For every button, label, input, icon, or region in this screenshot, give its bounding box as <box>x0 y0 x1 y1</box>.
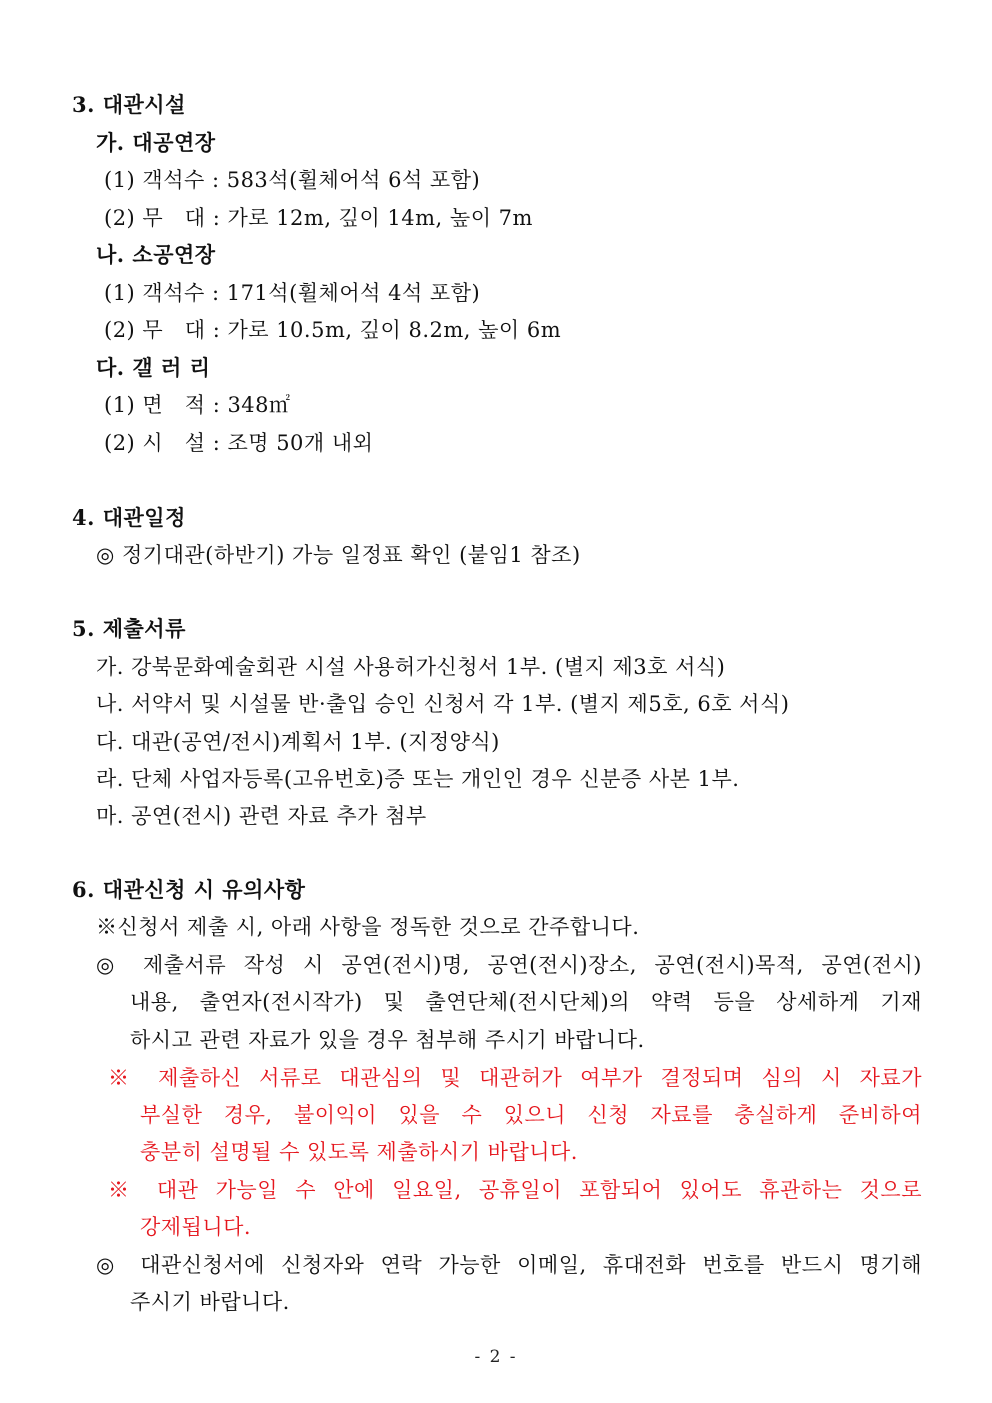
section-6-para-2-line-1: ◎ 대관신청서에 신청자와 연락 가능한 이메일, 휴대전화 번호를 반드시 명기해 <box>96 1253 922 1277</box>
section-6-warning-1-line-1: ※ 제출하신 서류로 대관심의 및 대관허가 여부가 결정되며 심의 시 자료가 <box>108 1066 922 1090</box>
section-3-heading: 3. 대관시설 <box>72 92 186 117</box>
section-6-warning-1-line-2: 부실한 경우, 불이익이 있을 수 있으니 신청 자료를 충실하게 준비하여 <box>140 1103 922 1127</box>
section-6-warning-1-line-3: 충분히 설명될 수 있도록 제출하시기 바랍니다. <box>140 1140 578 1164</box>
section-5-heading: 5. 제출서류 <box>72 616 186 641</box>
page-number: - 2 - <box>474 1347 518 1367</box>
section-3b-line-2: (2) 무 대 : 가로 10.5m, 깊이 8.2m, 높이 6m <box>104 318 562 342</box>
section-5-item-2: 나. 서약서 및 시설물 반·출입 승인 신청서 각 1부. (별지 제5호, 6호 서식) <box>96 692 790 716</box>
section-6-note: ※신청서 제출 시, 아래 사항을 정독한 것으로 간주합니다. <box>96 915 640 939</box>
section-3c-heading: 다. 갤 러 리 <box>96 355 211 380</box>
section-6-para-2-line-2: 주시기 바랍니다. <box>130 1290 290 1314</box>
section-3a-line-1: (1) 객석수 : 583석(휠체어석 6석 포함) <box>104 168 481 192</box>
section-3a-heading: 가. 대공연장 <box>96 130 216 155</box>
section-5-item-1: 가. 강북문화예술회관 시설 사용허가신청서 1부. (별지 제3호 서식) <box>96 655 726 679</box>
section-6-para-1-line-2: 내용, 출연자(전시작가) 및 출연단체(전시단체)의 약력 등을 상세하게 기재 <box>130 990 922 1014</box>
section-5-item-4: 라. 단체 사업자등록(고유번호)증 또는 개인인 경우 신분증 사본 1부. <box>96 767 740 791</box>
section-5-item-3: 다. 대관(공연/전시)계획서 1부. (지정양식) <box>96 730 500 754</box>
section-3b-heading: 나. 소공연장 <box>96 242 216 267</box>
section-3b-line-1: (1) 객석수 : 171석(휠체어석 4석 포함) <box>104 281 481 305</box>
section-3a-line-2: (2) 무 대 : 가로 12m, 깊이 14m, 높이 7m <box>104 206 533 230</box>
section-6-warning-2-line-2: 강제됩니다. <box>140 1215 252 1239</box>
section-4-heading: 4. 대관일정 <box>72 505 186 530</box>
section-4-line-1: ◎ 정기대관(하반기) 가능 일정표 확인 (붙임1 참조) <box>96 543 581 567</box>
section-5-item-5: 마. 공연(전시) 관련 자료 추가 첨부 <box>96 804 427 828</box>
section-3c-line-2: (2) 시 설 : 조명 50개 내외 <box>104 431 374 455</box>
section-6-warning-2-line-1: ※ 대관 가능일 수 안에 일요일, 공휴일이 포함되어 있어도 휴관하는 것으로 <box>108 1178 922 1202</box>
section-6-heading: 6. 대관신청 시 유의사항 <box>72 877 306 902</box>
section-6-para-1-line-1: ◎ 제출서류 작성 시 공연(전시)명, 공연(전시)장소, 공연(전시)목적, 공연(전시) <box>96 953 922 977</box>
section-6-para-1-line-3: 하시고 관련 자료가 있을 경우 첨부해 주시기 바랍니다. <box>130 1028 645 1052</box>
section-3c-line-1: (1) 면 적 : 348㎡ <box>104 393 291 417</box>
